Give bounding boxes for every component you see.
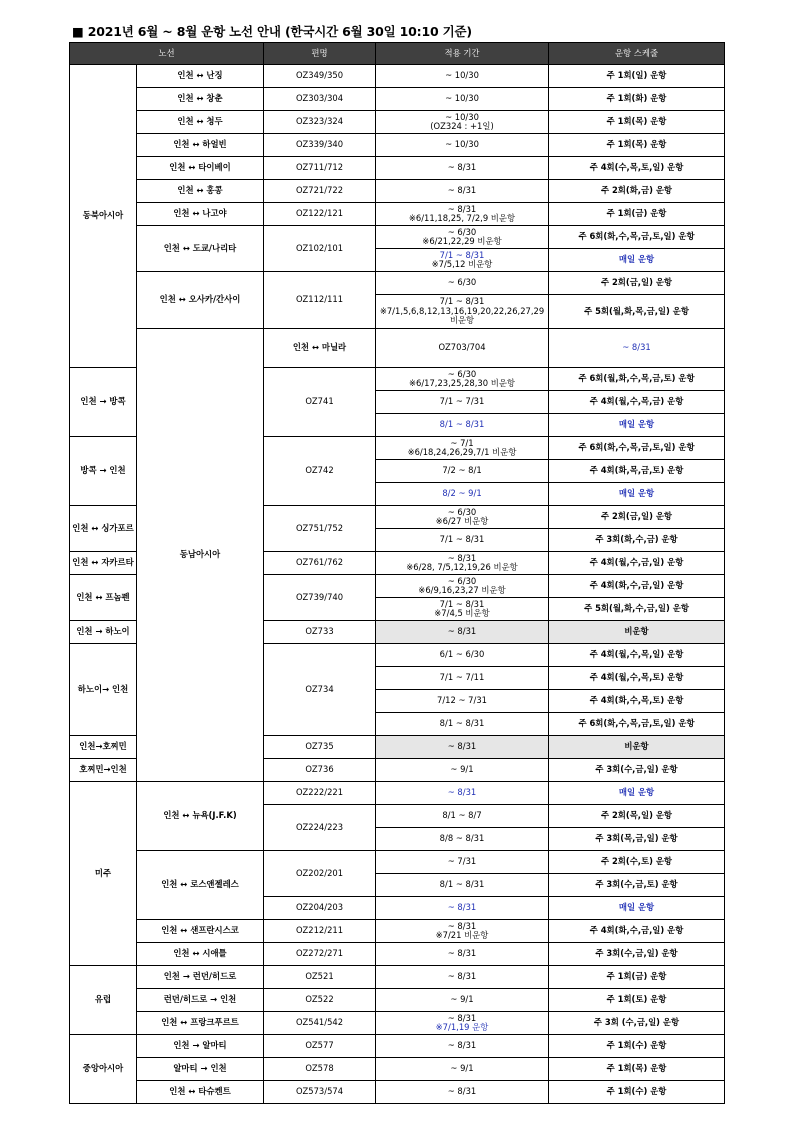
schedule-cell: 주 2회(수,토) 운항 [549, 851, 725, 874]
period-cell: 8/8 ~ 8/31 [376, 828, 549, 851]
flight-number-cell: OZ735 [264, 736, 376, 759]
flight-number-cell: OZ522 [264, 989, 376, 1012]
route-cell: 인천 → 방콕 [70, 368, 137, 437]
period-cell: 7/12 ~ 7/31 [376, 690, 549, 713]
period-cell: ~ 6/30 ※6/17,23,25,28,30 비운항 [376, 368, 549, 391]
period-cell: ~ 9/1 [376, 1058, 549, 1081]
schedule-cell: 주 1회(일) 운항 [549, 65, 725, 88]
flight-number-cell: OZ703/704 [376, 329, 549, 368]
schedule-cell: 주 2회(화,금) 운항 [549, 180, 725, 203]
period-cell: 7/1 ~ 8/31 ※7/1,5,6,8,12,13,16,19,20,22,26,27,29 비운항 [376, 295, 549, 329]
schedule-cell: 주 4회(월,수,목,금) 운항 [549, 391, 725, 414]
period-cell: ~ 7/1 ※6/18,24,26,29,7/1 비운항 [376, 437, 549, 460]
flight-number-cell: OZ224/223 [264, 805, 376, 851]
period-cell: 8/1 ~ 8/31 [376, 713, 549, 736]
route-cell: 인천 ↔ 샌프란시스코 [137, 920, 264, 943]
region-cell: 동남아시아 [137, 329, 264, 782]
schedule-cell: 매일 운항 [549, 897, 725, 920]
schedule-cell: 주 1회(화) 운항 [549, 88, 725, 111]
schedule-cell: 주 4회(월,수,목,일) 운항 [549, 644, 725, 667]
schedule-cell: 주 1회(목) 운항 [549, 111, 725, 134]
route-schedule-table [69, 42, 725, 1104]
route-cell: 인천 ↔ 타이베이 [137, 157, 264, 180]
period-cell: ~ 8/31 [376, 1081, 549, 1104]
flight-number-cell: OZ736 [264, 759, 376, 782]
schedule-cell: 주 6회(화,수,목,금,토,일) 운항 [549, 713, 725, 736]
period-cell: ~ 8/31 [376, 966, 549, 989]
table-row [70, 111, 725, 134]
route-cell: 인천 ↔ 하얼빈 [137, 134, 264, 157]
route-cell: 인천 ↔ 프놈펜 [70, 575, 137, 621]
flight-number-cell: OZ202/201 [264, 851, 376, 897]
route-cell: 인천 ↔ 청두 [137, 111, 264, 134]
schedule-cell: 주 4회(월,수,금,일) 운항 [549, 552, 725, 575]
period-cell: 8/1 ~ 8/31 [376, 874, 549, 897]
flight-number-cell: OZ578 [264, 1058, 376, 1081]
flight-number-cell: OZ222/221 [264, 782, 376, 805]
period-cell: ~ 6/30 ※6/21,22,29 비운항 [376, 226, 549, 249]
header-schedule: 운항 스케줄 [549, 43, 725, 65]
flight-number-cell: OZ204/203 [264, 897, 376, 920]
period-cell: 7/1 ~ 7/31 [376, 391, 549, 414]
table-row [70, 851, 725, 874]
schedule-cell: 주 4회(화,수,금,일) 운항 [549, 575, 725, 598]
page-title: ■ 2021년 6월 ~ 8월 운항 노선 안내 (한국시간 6월 30일 10:10 기준) [72, 24, 472, 39]
schedule-cell: 주 1회(토) 운항 [549, 989, 725, 1012]
period-cell: 8/1 ~ 8/7 [376, 805, 549, 828]
period-cell: ~ 8/31 [376, 897, 549, 920]
route-cell: 인천 ↔ 마닐라 [264, 329, 376, 368]
flight-number-cell: OZ339/340 [264, 134, 376, 157]
schedule-cell: 주 1회(수) 운항 [549, 1081, 725, 1104]
flight-number-cell: OZ112/111 [264, 272, 376, 329]
flight-number-cell: OZ733 [264, 621, 376, 644]
period-cell: ~ 7/31 [376, 851, 549, 874]
period-cell: ~ 10/30 [376, 134, 549, 157]
flight-number-cell: OZ573/574 [264, 1081, 376, 1104]
period-cell: ~ 8/31 ※6/11,18,25, 7/2,9 비운항 [376, 203, 549, 226]
flight-number-cell: OZ721/722 [264, 180, 376, 203]
route-cell: 인천 ↔ 프랑크푸르트 [137, 1012, 264, 1035]
route-cell: 인천 → 알마티 [137, 1035, 264, 1058]
flight-number-cell: OZ739/740 [264, 575, 376, 621]
route-cell: 인천 ↔ 오사카/간사이 [137, 272, 264, 329]
route-cell: 인천 ↔ 로스앤젤레스 [137, 851, 264, 920]
period-cell: 6/1 ~ 6/30 [376, 644, 549, 667]
schedule-cell: 주 1회(목) 운항 [549, 134, 725, 157]
schedule-cell: 주 2회(금,일) 운항 [549, 272, 725, 295]
route-cell: 인천 ↔ 도쿄/나리타 [137, 226, 264, 272]
route-cell: 인천 → 런던/히드로 [137, 966, 264, 989]
table-row [70, 1058, 725, 1081]
flight-number-cell: OZ742 [264, 437, 376, 506]
period-cell: 8/2 ~ 9/1 [376, 483, 549, 506]
period-cell: ~ 8/31 [376, 1035, 549, 1058]
table-header-row [70, 43, 725, 65]
route-cell: 인천 ↔ 뉴욕(J.F.K) [137, 782, 264, 851]
table-row [70, 1035, 725, 1058]
route-cell: 인천 ↔ 창춘 [137, 88, 264, 111]
schedule-cell: 매일 운항 [549, 249, 725, 272]
flight-number-cell: OZ303/304 [264, 88, 376, 111]
period-cell: ~ 8/31 [376, 782, 549, 805]
schedule-cell: 주 4회(화,수,목,토) 운항 [549, 690, 725, 713]
route-cell: 인천 ↔ 타슈켄트 [137, 1081, 264, 1104]
schedule-cell: 주 6회(월,화,수,목,금,토) 운항 [549, 368, 725, 391]
table-row [70, 1012, 725, 1035]
table-row [70, 782, 725, 805]
schedule-cell: 주 6회(화,수,목,금,토,일) 운항 [549, 437, 725, 460]
flight-number-cell: OZ577 [264, 1035, 376, 1058]
table-row [70, 1081, 725, 1104]
route-cell: 런던/히드로 → 인천 [137, 989, 264, 1012]
schedule-cell: 주 4회(수,목,토,일) 운항 [549, 157, 725, 180]
route-cell: 호찌민→인천 [70, 759, 137, 782]
period-cell: ~ 6/30 ※6/9,16,23,27 비운항 [376, 575, 549, 598]
period-cell: ~ 8/31 [376, 736, 549, 759]
table-row [70, 180, 725, 203]
schedule-cell: 주 3회(수,금,일) 운항 [549, 943, 725, 966]
schedule-cell: 비운항 [549, 621, 725, 644]
schedule-cell: 주 2회(목,일) 운항 [549, 805, 725, 828]
period-cell: 7/1 ~ 8/31 ※7/5,12 비운항 [376, 249, 549, 272]
schedule-cell: 주 6회(화,수,목,금,토,일) 운항 [549, 226, 725, 249]
schedule-cell: 주 4회(화,목,금,토) 운항 [549, 460, 725, 483]
period-cell: ~ 8/31 [376, 157, 549, 180]
table-row [70, 226, 725, 249]
flight-number-cell: OZ751/752 [264, 506, 376, 552]
header-route: 노선 [70, 43, 264, 65]
period-cell: ~ 10/30 [376, 65, 549, 88]
table-row [70, 65, 725, 88]
schedule-cell: 매일 운항 [549, 782, 725, 805]
schedule-cell: 주 3회(수,금,일) 운항 [549, 759, 725, 782]
period-cell: ~ 8/31 [376, 621, 549, 644]
schedule-cell: 매일 운항 [549, 483, 725, 506]
route-cell: 인천 → 하노이 [70, 621, 137, 644]
route-cell: 인천 ↔ 난징 [137, 65, 264, 88]
route-cell: 인천→호찌민 [70, 736, 137, 759]
route-cell: 인천 ↔ 홍콩 [137, 180, 264, 203]
period-cell: ~ 8/31 [549, 329, 725, 368]
schedule-cell: 주 3회(목,금,일) 운항 [549, 828, 725, 851]
flight-number-cell: OZ102/101 [264, 226, 376, 272]
period-cell: ~ 10/30 (OZ324 : +1일) [376, 111, 549, 134]
period-cell: 8/1 ~ 8/31 [376, 414, 549, 437]
schedule-cell: 비운항 [549, 736, 725, 759]
period-cell: ~ 8/31 ※6/28, 7/5,12,19,26 비운항 [376, 552, 549, 575]
period-cell: ~ 9/1 [376, 989, 549, 1012]
table-row [70, 329, 725, 368]
flight-number-cell: OZ541/542 [264, 1012, 376, 1035]
period-cell: 7/2 ~ 8/1 [376, 460, 549, 483]
table-row [70, 943, 725, 966]
flight-number-cell: OZ741 [264, 368, 376, 437]
table-row [70, 272, 725, 295]
table-row [70, 157, 725, 180]
route-cell: 인천 ↔ 자카르타 [70, 552, 137, 575]
period-cell: ~ 9/1 [376, 759, 549, 782]
region-cell: 미주 [70, 782, 137, 966]
flight-number-cell: OZ711/712 [264, 157, 376, 180]
table-row [70, 966, 725, 989]
header-flight: 편명 [264, 43, 376, 65]
region-cell: 동북아시아 [70, 65, 137, 368]
route-cell: 인천 ↔ 시애틀 [137, 943, 264, 966]
table-row [70, 203, 725, 226]
period-cell: ~ 8/31 ※7/1,19 운항 [376, 1012, 549, 1035]
route-cell: 인천 ↔ 나고야 [137, 203, 264, 226]
schedule-cell: 주 2회(금,일) 운항 [549, 506, 725, 529]
period-cell: ~ 6/30 [376, 272, 549, 295]
schedule-cell: 주 4회(월,수,목,토) 운항 [549, 667, 725, 690]
region-cell: 중앙아시아 [70, 1035, 137, 1104]
period-cell: ~ 8/31 ※7/21 비운항 [376, 920, 549, 943]
schedule-cell: 주 4회(화,수,금,일) 운항 [549, 920, 725, 943]
flight-number-cell: OZ272/271 [264, 943, 376, 966]
flight-number-cell: OZ521 [264, 966, 376, 989]
schedule-cell: 주 3회(화,수,금) 운항 [549, 529, 725, 552]
period-cell: ~ 10/30 [376, 88, 549, 111]
header-period: 적용 기간 [376, 43, 549, 65]
period-cell: ~ 6/30 ※6/27 비운항 [376, 506, 549, 529]
table-row [70, 88, 725, 111]
flight-number-cell: OZ349/350 [264, 65, 376, 88]
route-cell: 방콕 → 인천 [70, 437, 137, 506]
period-cell: 7/1 ~ 8/31 [376, 529, 549, 552]
table-row [70, 989, 725, 1012]
flight-number-cell: OZ734 [264, 644, 376, 736]
schedule-cell: 주 5회(월,화,수,금,일) 운항 [549, 598, 725, 621]
table-row [70, 920, 725, 943]
flight-number-cell: OZ122/121 [264, 203, 376, 226]
period-cell: 7/1 ~ 8/31 ※7/4,5 비운항 [376, 598, 549, 621]
period-cell: ~ 8/31 [376, 943, 549, 966]
flight-number-cell: OZ761/762 [264, 552, 376, 575]
schedule-cell: 주 1회(목) 운항 [549, 1058, 725, 1081]
region-cell: 유럽 [70, 966, 137, 1035]
flight-number-cell: OZ323/324 [264, 111, 376, 134]
schedule-cell: 주 1회(금) 운항 [549, 966, 725, 989]
route-cell: 알마티 → 인천 [137, 1058, 264, 1081]
schedule-cell: 주 1회(수) 운항 [549, 1035, 725, 1058]
schedule-cell: 주 3회(수,금,토) 운항 [549, 874, 725, 897]
period-cell: 7/1 ~ 7/11 [376, 667, 549, 690]
schedule-cell: 매일 운항 [549, 414, 725, 437]
route-cell: 하노이→ 인천 [70, 644, 137, 736]
route-cell: 인천 ↔ 싱가포르 [70, 506, 137, 552]
flight-number-cell: OZ212/211 [264, 920, 376, 943]
schedule-cell: 주 1회(금) 운항 [549, 203, 725, 226]
schedule-cell: 주 3회 (수,금,일) 운항 [549, 1012, 725, 1035]
table-row [70, 134, 725, 157]
period-cell: ~ 8/31 [376, 180, 549, 203]
schedule-cell: 주 5회(월,화,목,금,일) 운항 [549, 295, 725, 329]
